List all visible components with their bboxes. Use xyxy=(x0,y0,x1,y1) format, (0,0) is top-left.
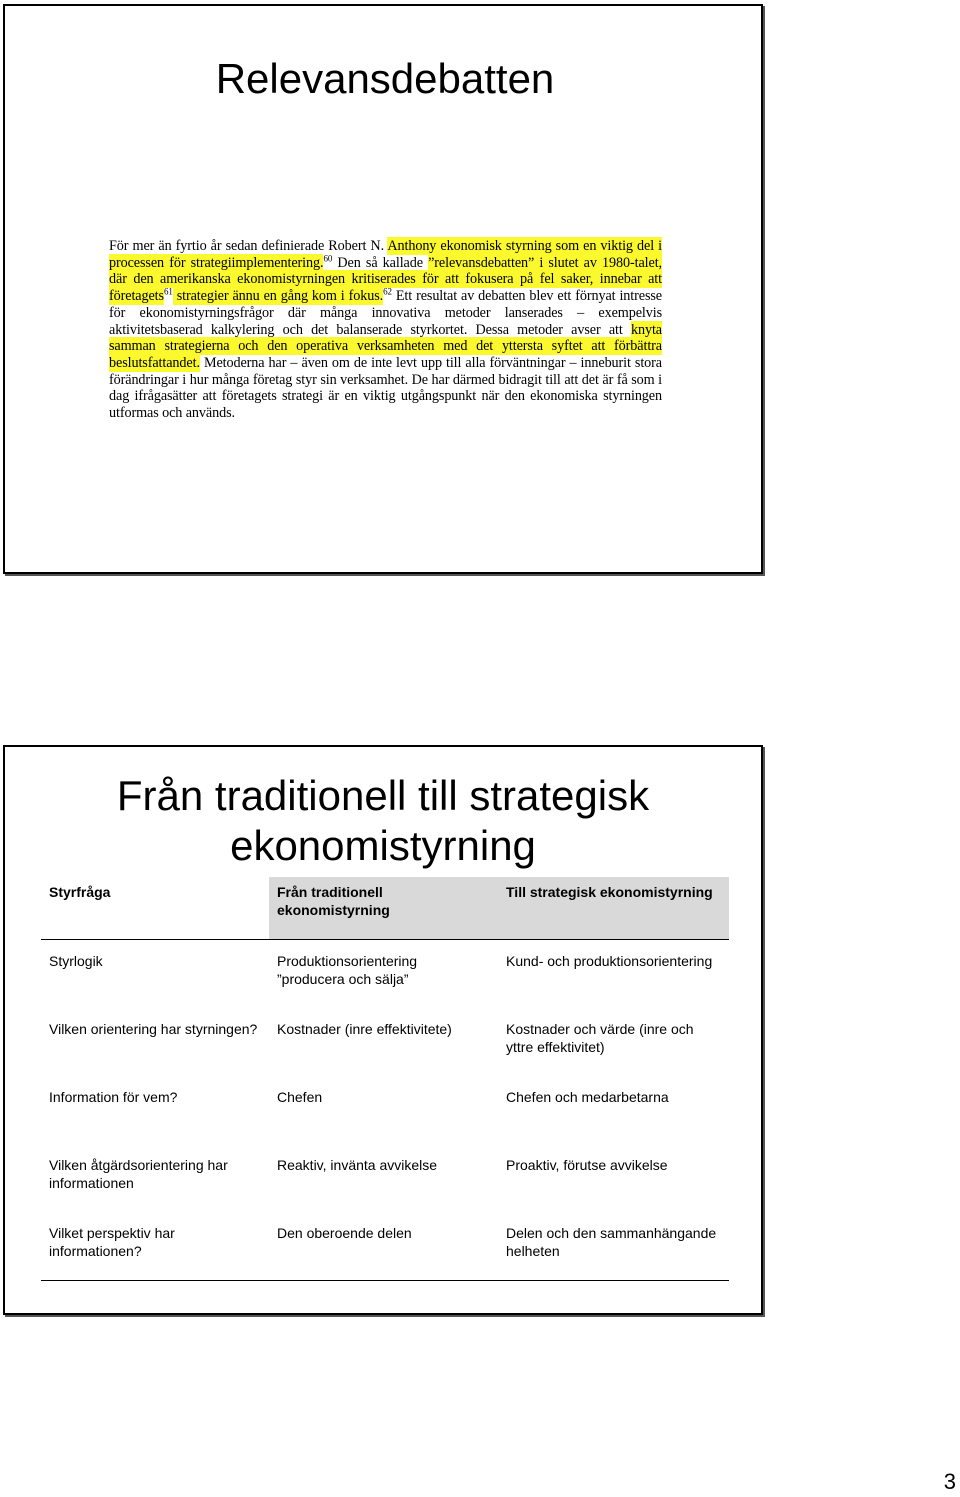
table-cell: Vilket perspektiv har informationen? xyxy=(41,1212,269,1281)
highlighted-text: strategier ännu en gång kom i fokus. xyxy=(172,288,384,305)
table-cell: Proaktiv, förutse avvikelse xyxy=(506,1157,668,1173)
footnote-marker: 60 xyxy=(323,252,333,263)
slide-relevansdebatten xyxy=(3,4,763,574)
table-header-row xyxy=(41,877,729,940)
table-cell: Information för vem? xyxy=(49,1089,178,1105)
table-cell: Den oberoende delen xyxy=(269,1212,498,1281)
table-row xyxy=(41,1212,729,1281)
comparison-table xyxy=(41,877,729,1281)
table-cell: Styrlogik xyxy=(49,953,103,969)
table-cell: Kund- och produktionsorientering xyxy=(506,953,713,969)
slide-strategisk-ekonomistyrning xyxy=(3,745,763,1315)
table-cell: Delen och den sammanhängande helheten xyxy=(498,1212,729,1281)
table-cell: Kostnader och värde (inre och yttre effektivitet) xyxy=(506,1021,694,1055)
footnote-marker: 61 xyxy=(163,286,173,297)
page-number: 3 xyxy=(943,1469,956,1494)
table-cell: Vilken åtgärdsorientering har informationen xyxy=(49,1157,228,1191)
excerpt-text: För mer än fyrtio år sedan definierade Robert N. xyxy=(109,238,388,254)
table-row xyxy=(41,1008,729,1076)
column-header: Till strategisk ekonomistyrning xyxy=(498,877,729,940)
table-cell: Vilken orientering har styrningen? xyxy=(49,1021,258,1037)
table-row xyxy=(41,1144,729,1212)
slide-title: Relevansdebatten xyxy=(215,55,555,102)
book-excerpt xyxy=(109,238,662,422)
highlighted-text: ”relevansdebatten” i slutet av 1980-talet, där den amerikanska ekonomistyrningen kritiserades för att fokusera på fel saker, innebar att företagets xyxy=(109,254,662,305)
table-cell: Reaktiv, invänta avvikelse xyxy=(277,1157,438,1173)
table-cell: Chefen xyxy=(277,1089,323,1105)
column-header: Styrfråga xyxy=(49,884,111,900)
table-cell: Kostnader (inre effektivitete) xyxy=(277,1021,452,1037)
highlighted-text: Anthony ekonomisk styrning som en viktig del i processen för strategiimplementering. xyxy=(109,238,662,271)
table-row xyxy=(41,940,729,1009)
slide-title: Från traditionell till strategisk ekonomistyrning xyxy=(116,772,650,869)
column-header: Från traditionell ekonomistyrning xyxy=(269,877,498,940)
highlighted-text: knyta samman strategierna och den operativa verksamheten med det yttersta syftet att förbättra beslutsfattandet. xyxy=(109,321,662,371)
excerpt-text: Ett resultat av debatten blev ett förnyat intresse för ekonomistyrningsfrågor där många innovativa metoder lanserades – exempelvis aktivitetsbaserad kalkylering och det balanserade styrkortet. Dessa metoder avser att xyxy=(109,288,662,338)
excerpt-text: Metoderna har – även om de inte levt upp till alla förväntningar – inneburit stora förändringar i hur många företag styr sin verksamhet. De har därmed bidragit till att det är få som i dag ifrågasätter att företagets strategi är en viktig utgångspunkt när den ekonomiska styrningen utformas och används. xyxy=(109,354,662,422)
table-row xyxy=(41,1076,729,1144)
table-cell: Produktionsorientering ”producera och sälja” xyxy=(277,953,418,987)
excerpt-text: Den så kallade xyxy=(332,254,429,271)
table-cell: Chefen och medarbetarna xyxy=(506,1089,669,1105)
footnote-marker: 62 xyxy=(383,286,392,297)
